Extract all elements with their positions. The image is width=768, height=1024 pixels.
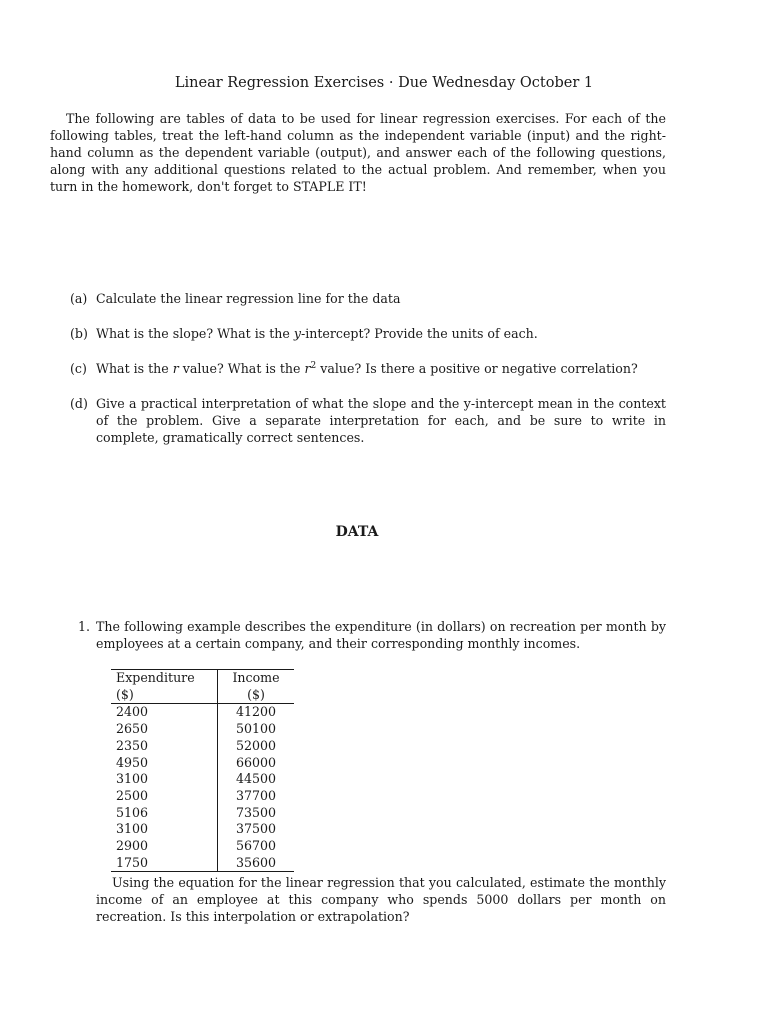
table-row	[111, 704, 294, 721]
question-label: (c)	[70, 361, 87, 376]
page-title: Linear Regression Exercises · Due Wednesday October 1	[174, 75, 594, 91]
question-text-part: value? Is there a positive or negative correlation?	[316, 361, 638, 376]
income-cell: 35600	[218, 855, 295, 872]
intro-paragraph: The following are tables of data to be used for linear regression exercises. For each of the following tables, treat the left-hand column as the independent variable (input) and the right-hand column as the dependent variable (output), and answer each of the following questions, along with any additional questions related to the actual problem. And remember, when you turn in the homework, don't forget to STAPLE IT!	[50, 111, 666, 194]
followup-question: Using the equation for the linear regression that you calculated, estimate the monthly income of an employee at this company who spends 5000 dollars per month on recreation. Is this interpolation or extrapolation?	[96, 875, 666, 924]
table-row	[111, 755, 294, 772]
question-list	[70, 290, 666, 464]
income-cell: 41200	[218, 704, 295, 721]
expenditure-cell: 2500	[116, 787, 149, 803]
income-cell: 44500	[218, 771, 295, 788]
question-c	[70, 360, 666, 377]
math-variable: r	[304, 361, 311, 376]
income-cell: 73500	[218, 805, 295, 822]
expenditure-cell: 2900	[116, 838, 149, 854]
income-cell: 37700	[218, 788, 295, 805]
problem-1	[78, 618, 666, 652]
income-cell: 56700	[218, 838, 295, 855]
question-text: Calculate the linear regression line for the data	[96, 291, 401, 306]
table-row	[111, 821, 294, 838]
income-cell: 37500	[218, 821, 295, 838]
table-row	[111, 838, 294, 855]
expenditure-cell: 3100	[116, 821, 149, 837]
income-cell: 50100	[218, 721, 295, 738]
expenditure-cell: 5106	[116, 804, 149, 820]
table-row	[111, 721, 294, 738]
expenditure-cell: 1750	[111, 855, 218, 872]
table-row	[111, 738, 294, 755]
table-row	[111, 771, 294, 788]
question-text: Give a practical interpretation of what the slope and the y-intercept mean in the context of the problem. Give a separate interpretation for each, and be sure to write in complete, gramatically correct sentences.	[96, 396, 666, 445]
data-section-title: DATA	[335, 524, 379, 540]
column-header-income: Income ($)	[218, 670, 295, 704]
expenditure-cell: 2650	[116, 721, 149, 737]
data-table	[111, 669, 294, 872]
question-a	[70, 290, 666, 307]
table-header-row	[111, 670, 294, 704]
data-table-container	[111, 669, 294, 872]
question-d	[70, 395, 666, 446]
question-b	[70, 325, 666, 342]
expenditure-cell: 2400	[116, 704, 149, 720]
question-text-part: What is the slope? What is the	[96, 326, 294, 341]
table-row	[111, 855, 294, 872]
math-variable: r	[172, 361, 179, 376]
question-label: (d)	[70, 396, 88, 411]
income-cell: 52000	[218, 738, 295, 755]
table-row	[111, 805, 294, 822]
expenditure-cell: 4950	[116, 754, 149, 770]
question-text-part: value? What is the	[178, 361, 305, 376]
math-variable: y	[293, 326, 301, 341]
question-text	[96, 361, 638, 376]
question-text-part: -intercept? Provide the units of each.	[300, 326, 538, 341]
table-row	[111, 788, 294, 805]
problem-text: The following example describes the expenditure (in dollars) on recreation per month by employees at a certain company, and their corresponding monthly incomes.	[96, 619, 666, 651]
column-header-expenditure: Expenditure ($)	[111, 670, 218, 704]
income-cell: 66000	[218, 755, 295, 772]
question-label: (b)	[70, 326, 88, 341]
question-text-part: What is the	[96, 361, 173, 376]
problem-number: 1.	[78, 619, 91, 634]
superscript: 2	[310, 360, 317, 371]
question-text	[96, 326, 538, 341]
expenditure-cell: 2350	[116, 737, 149, 753]
question-label: (a)	[70, 291, 88, 306]
expenditure-cell: 3100	[116, 771, 149, 787]
